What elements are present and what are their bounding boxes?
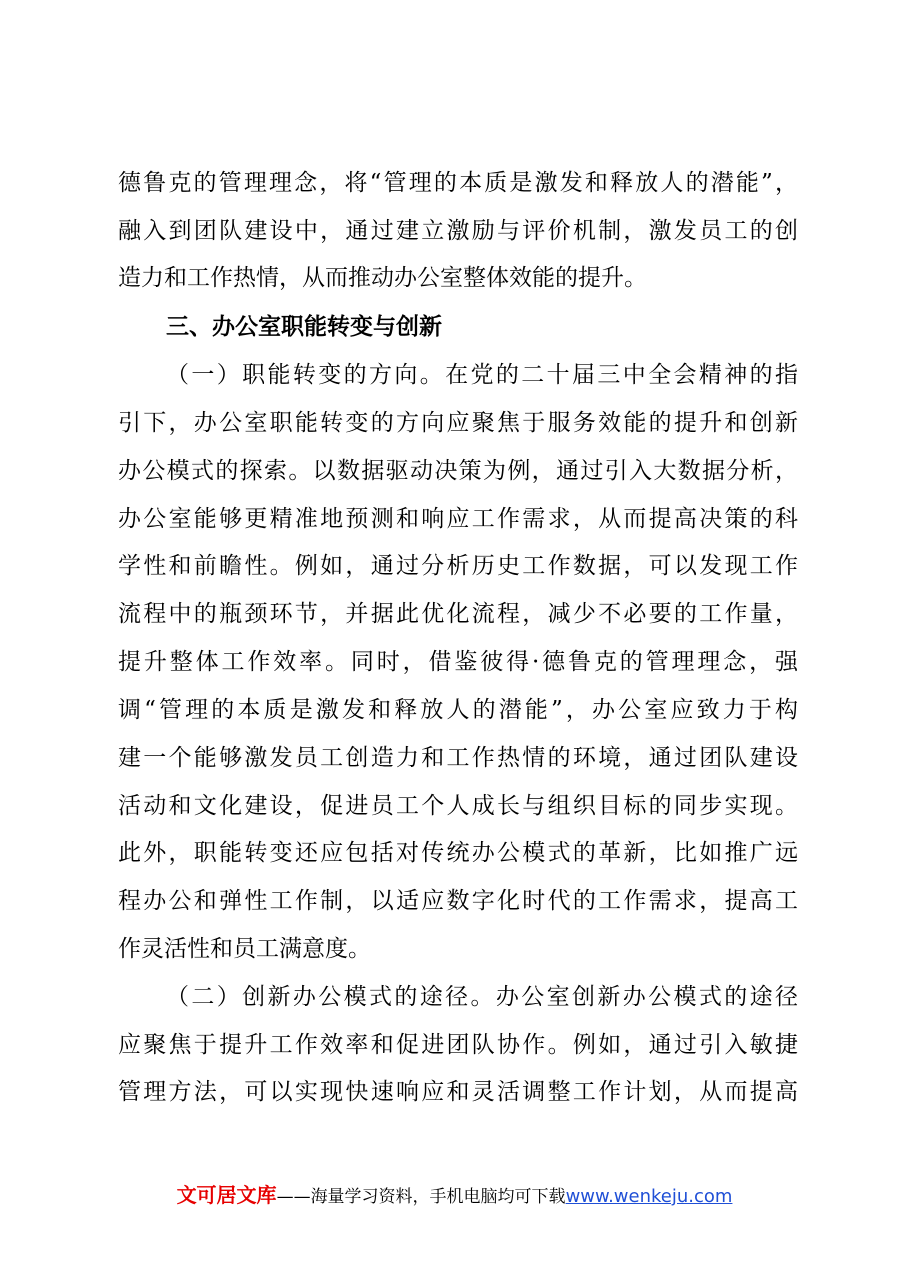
- body-line: 融入到团队建设中，通过建立激励与评价机制，激发员工的创: [118, 218, 798, 244]
- section-heading: 三、办公室职能转变与创新: [166, 314, 442, 340]
- body-line: 引下，办公室职能转变的方向应聚焦于服务效能的提升和创新: [118, 410, 798, 436]
- body-line: （一）职能转变的方向。在党的二十届三中全会精神的指: [166, 362, 798, 388]
- body-line: 流程中的瓶颈环节，并据此优化流程，减少不必要的工作量，: [118, 601, 798, 627]
- body-line: 调“管理的本质是激发和释放人的潜能”，办公室应致力于构: [118, 697, 798, 723]
- body-line: （二）创新办公模式的途径。办公室创新办公模式的途径: [166, 984, 798, 1010]
- body-line: 提升整体工作效率。同时，借鉴彼得·德鲁克的管理理念，强: [118, 649, 798, 675]
- footer-banner: [0, 1180, 909, 1210]
- footer-slogan: ——海量学习资料，手机电脑均可下载: [276, 1187, 566, 1207]
- body-line: 应聚焦于提升工作效率和促进团队协作。例如，通过引入敏捷: [118, 1032, 798, 1058]
- body-line: 造力和工作热情，从而推动办公室整体效能的提升。: [118, 265, 647, 291]
- body-line: 学性和前瞻性。例如，通过分析历史工作数据，可以发现工作: [118, 553, 798, 579]
- body-line: 建一个能够激发员工创造力和工作热情的环境，通过团队建设: [118, 745, 798, 771]
- footer-link[interactable]: www.wenkeju.com: [565, 1186, 733, 1207]
- body-line: 作灵活性和员工满意度。: [118, 936, 371, 962]
- body-line: 办公模式的探索。以数据驱动决策为例，通过引入大数据分析，: [118, 458, 798, 484]
- body-line: 程办公和弹性工作制，以适应数字化时代的工作需求，提高工: [118, 888, 798, 914]
- body-line: 此外，职能转变还应包括对传统办公模式的革新，比如推广远: [118, 840, 798, 866]
- body-line: 德鲁克的管理理念，将“管理的本质是激发和释放人的潜能”，: [118, 170, 798, 196]
- body-line: 活动和文化建设，促进员工个人成长与组织目标的同步实现。: [118, 793, 798, 819]
- body-line: 管理方法，可以实现快速响应和灵活调整工作计划，从而提高: [118, 1079, 798, 1105]
- footer-brand: 文可居文库: [176, 1183, 277, 1207]
- body-line: 办公室能够更精准地预测和响应工作需求，从而提高决策的科: [118, 506, 798, 532]
